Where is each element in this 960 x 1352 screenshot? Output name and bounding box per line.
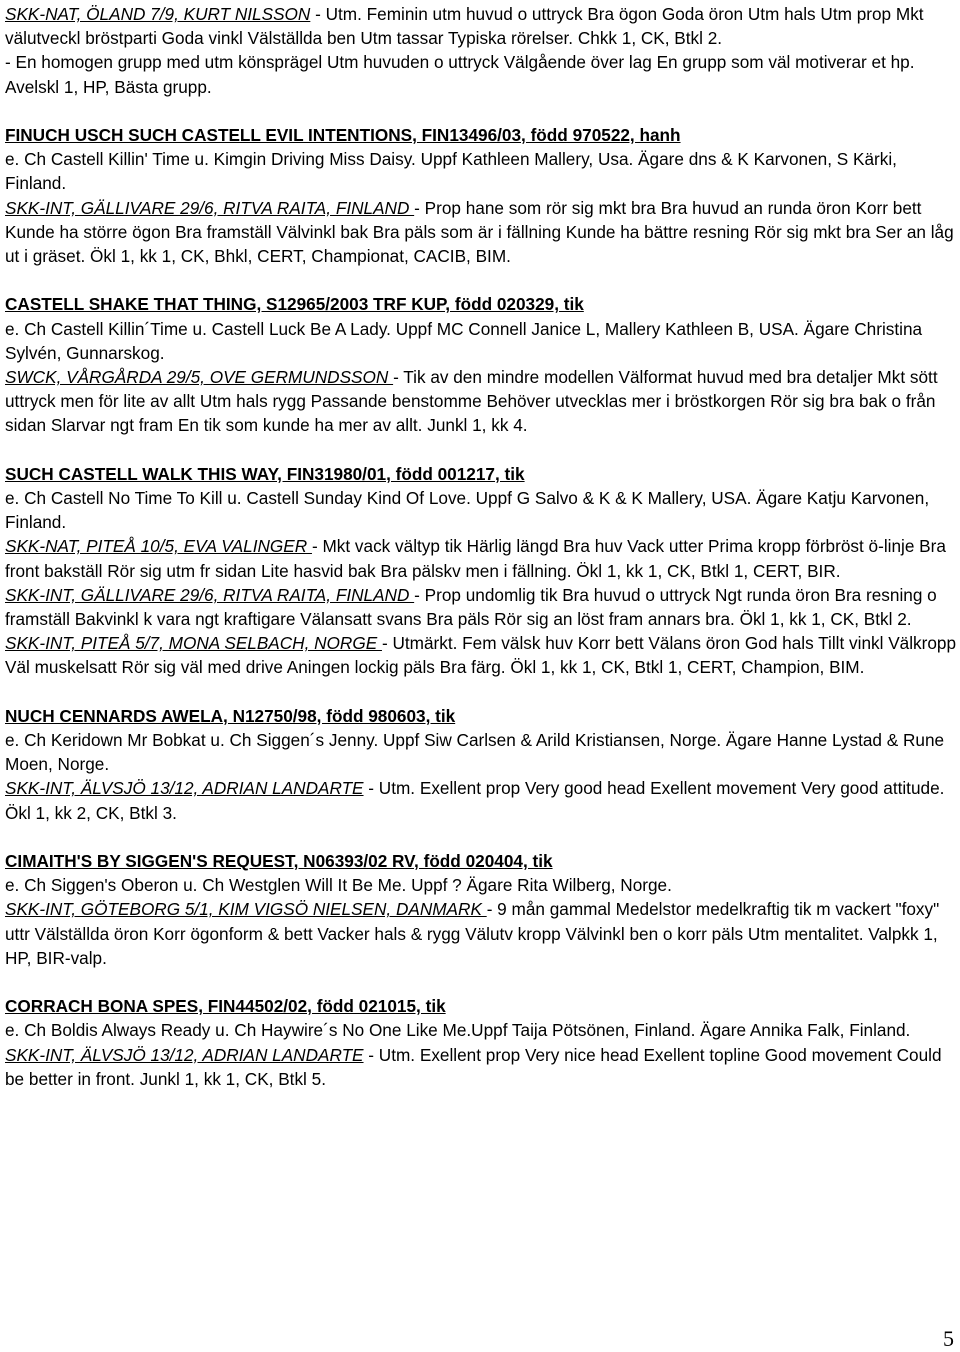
critique-text: - Tik av den mindre modellen Välformat huvud med bra detaljer Mkt sött uttryck men för lite av allt Utm hals rygg Passande benstomme Behöver utvecklas mer i bröstkorgen Rör sig bra bak o från sidan Slarvar ngt fram En tik som kunde ha mer av allt. Junkl 1, kk 4. bbox=[5, 367, 938, 436]
critique-text: - Prop undomlig tik Bra huvud o uttryck Ngt runda öron Bra resning o framställ Bakvinkl k vara ngt kraftigare Välansatt svans Bra päls Rör sig an löst fram annars bra. Ökl 1, kk 1, CK, Btkl 2. bbox=[5, 584, 937, 630]
intro-critique bbox=[5, 2, 957, 50]
judge-name: SWCK, VÅRGÅRDA 29/5, OVE GERMUNDSSON bbox=[5, 367, 394, 388]
critique-text: - Utm. Exellent prop Very nice head Exellent topline Good movement Could be better in front. Junkl 1, kk 1, CK, Btkl 5. bbox=[5, 1044, 942, 1089]
critique-text: - Mkt vack vältyp tik Härlig längd Bra huv Vack utter Prima kropp förbröst ö-linje Bra front bakställ Rör sig utm fr sidan Lite hasvid bak Bra pälskv men i fällning. Ökl 1, kk 1, CK, Btkl 1, CERT, BIR. bbox=[5, 536, 946, 581]
judge-name: SKK-NAT, PITEÅ 10/5, EVA VALINGER bbox=[5, 536, 312, 557]
critique bbox=[5, 534, 957, 582]
critique-text: - Utmärkt. Fem välsk huv Korr bett Välans öron God hals Tillt vinkl Välkropp Väl muskelsatt Rör sig väl med drive Aningen lockig päls Bra färg. Ökl 1, kk 1, CK, Btkl 1, CERT, Champion, BIM. bbox=[5, 633, 957, 678]
critique-text: - 9 mån gammal Medelstor medelkraftig tik m vackert "foxy" uttr Välställda öron Korr ögonform & bett Vacker hals & rygg Välutv kropp Välvinkl ben o korr päls Utm mentalitet. Valpkk 1, HP, BIR-valp. bbox=[5, 899, 940, 968]
dog-title: CIMAITH'S BY SIGGEN'S REQUEST, N06393/02 RV, född 020404, tik bbox=[5, 851, 553, 872]
judge-name: SKK-INT, ÄLVSJÖ 13/12, ADRIAN LANDARTE bbox=[5, 778, 364, 799]
critique bbox=[5, 631, 957, 679]
judge-name: SKK-INT, GÄLLIVARE 29/6, RITVA RAITA, FINLAND bbox=[5, 584, 415, 605]
entry-gap bbox=[5, 680, 957, 704]
dog-title: FINUCH USCH SUCH CASTELL EVIL INTENTIONS, FIN13496/03, född 970522, hanh bbox=[5, 125, 681, 145]
critique bbox=[5, 776, 957, 824]
critique-text: - Prop hane som rör sig mkt bra Bra huvud an runda öron Korr bett Kunde ha större ögon Bra framställ Välvinkl bak Bra päls som är i fällning Kunde ha bättre resning Rör sig mkt bra Ser an låg ut i gräset. Ökl 1, kk 1, CK, Bhkl, CERT, Championat, CACIB, BIM. bbox=[5, 197, 954, 267]
judge-name: SKK-INT, ÄLVSJÖ 13/12, ADRIAN LANDARTE bbox=[5, 1044, 364, 1065]
dog-info: e. Ch Boldis Always Ready u. Ch Haywire´s No One Like Me.Uppf Taija Pötsönen, Finland. Ägare Annika Falk, Finland. bbox=[5, 1020, 911, 1041]
dog-info: e. Ch Castell Killin' Time u. Kimgin Driving Miss Daisy. Uppf Kathleen Mallery, Usa. Ägare dns & K Karvonen, S Kärki, Finland. bbox=[5, 149, 897, 194]
critique bbox=[5, 196, 957, 269]
entry-gap bbox=[5, 825, 957, 849]
dog-info: e. Ch Keridown Mr Bobkat u. Ch Siggen´s Jenny. Uppf Siw Carlsen & Arild Kristiansen, Norge. Ägare Hanne Lystad & Rune Moen, Norge. bbox=[5, 730, 945, 775]
critique bbox=[5, 583, 957, 631]
entry-gap bbox=[5, 970, 957, 994]
judge-name: SKK-INT, GÖTEBORG 5/1, KIM VIGSÖ NIELSEN, DANMARK bbox=[5, 899, 487, 920]
group-critique: - En homogen grupp med utm könsprägel Utm huvuden o uttryck Välgående över lag En grupp som väl motiverar et hp. Avelskl 1, HP, Bästa grupp. bbox=[5, 52, 915, 97]
critique bbox=[5, 1043, 957, 1091]
dog-title: CASTELL SHAKE THAT THING, S12965/2003 TRF KUP, född 020329, tik bbox=[5, 294, 584, 315]
critique-text: - Utm. Exellent prop Very good head Exellent movement Very good attitude. Ökl 1, kk 2, CK, Btkl 3. bbox=[5, 778, 945, 823]
critique-text: - Utm. Feminin utm huvud o uttryck Bra ögon Goda öron Utm hals Utm prop Mkt välutveckl bröstparti Goda vinkl Välställda ben Utm tassar Typiska rörelser. Chkk 1, CK, Btkl 2. bbox=[5, 4, 924, 49]
dog-title: SUCH CASTELL WALK THIS WAY, FIN31980/01, född 001217, tik bbox=[5, 463, 525, 484]
judge-name: SKK-INT, PITEÅ 5/7, MONA SELBACH, NORGE bbox=[5, 633, 382, 654]
dog-info: e. Ch Siggen's Oberon u. Ch Westglen Will It Be Me. Uppf ? Ägare Rita Wilberg, Norge. bbox=[5, 875, 672, 896]
dog-info: e. Ch Castell Killin´Time u. Castell Luck Be A Lady. Uppf MC Connell Janice L, Mallery Kathleen B, USA. Ägare Christina Sylvén, Gunnarskog. bbox=[5, 318, 923, 363]
dog-info: e. Ch Castell No Time To Kill u. Castell Sunday Kind Of Love. Uppf G Salvo & K & K Mallery, USA. Ägare Katju Karvonen, Finland. bbox=[5, 488, 930, 533]
critique bbox=[5, 365, 957, 438]
dog-title: NUCH CENNARDS AWELA, N12750/98, född 980603, tik bbox=[5, 705, 456, 726]
judge-name: SKK-INT, GÄLLIVARE 29/6, RITVA RAITA, FINLAND bbox=[5, 197, 415, 218]
entry-gap bbox=[5, 438, 957, 462]
page-number: 5 bbox=[943, 1326, 954, 1351]
entry-gap bbox=[5, 99, 957, 123]
entry-gap bbox=[5, 268, 957, 292]
document-page bbox=[5, 2, 957, 1091]
judge-name: SKK-NAT, ÖLAND 7/9, KURT NILSSON bbox=[5, 4, 311, 24]
dog-title: CORRACH BONA SPES, FIN44502/02, född 021015, tik bbox=[5, 996, 446, 1017]
critique bbox=[5, 897, 957, 970]
